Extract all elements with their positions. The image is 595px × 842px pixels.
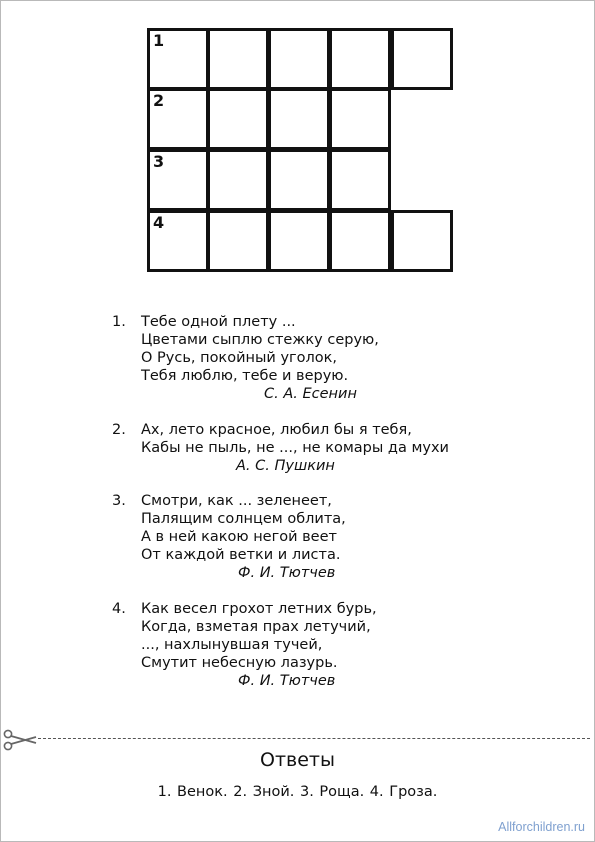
- answers-title: Ответы: [260, 749, 335, 771]
- clue-index: 2.: [112, 422, 126, 438]
- clue-number: 3: [153, 152, 165, 171]
- crossword-cell[interactable]: [391, 28, 453, 90]
- crossword-cell[interactable]: [147, 210, 209, 272]
- crossword-cell[interactable]: [207, 28, 269, 90]
- crossword-cell[interactable]: [207, 149, 269, 211]
- crossword-cell[interactable]: [147, 149, 209, 211]
- poem-author: А. С. Пушкин: [236, 458, 335, 474]
- cut-line: [38, 738, 590, 739]
- crossword-cell[interactable]: [329, 149, 391, 211]
- poem-line: А в ней какою негой веет: [141, 529, 337, 545]
- answers-text: 1. Венок. 2. Зной. 3. Роща. 4. Гроза.: [157, 784, 438, 800]
- crossword-cell[interactable]: [268, 88, 330, 150]
- poem-line: Ах, лето красное, любил бы я тебя,: [141, 422, 412, 438]
- poem-line: От каждой ветки и листа.: [141, 547, 341, 563]
- poem-line: Цветами сыплю стежку серую,: [141, 332, 379, 348]
- poem-line: Смотри, как ... зеленеет,: [141, 493, 332, 509]
- crossword-cell[interactable]: [147, 88, 209, 150]
- crossword-cell[interactable]: [268, 28, 330, 90]
- poem-line: Палящим солнцем облита,: [141, 511, 346, 527]
- clue-number: 2: [153, 91, 165, 110]
- clue-index: 3.: [112, 493, 126, 509]
- crossword-cell[interactable]: [268, 149, 330, 211]
- crossword-cell[interactable]: [147, 28, 209, 90]
- poem-line: Тебе одной плету ...: [141, 314, 296, 330]
- crossword-cell[interactable]: [268, 210, 330, 272]
- poem-author: Ф. И. Тютчев: [238, 673, 336, 689]
- clue-number: 1: [153, 31, 165, 50]
- poem-line: ..., нахлынувшая тучей,: [141, 637, 323, 653]
- poem-line: Смутит небесную лазурь.: [141, 655, 338, 671]
- crossword-cell[interactable]: [207, 210, 269, 272]
- crossword-cell[interactable]: [207, 88, 269, 150]
- poem-line: Когда, взметая прах летучий,: [141, 619, 371, 635]
- site-watermark: Allforchildren.ru: [498, 820, 585, 834]
- poem-line: Как весел грохот летних бурь,: [141, 601, 377, 617]
- clue-index: 4.: [112, 601, 126, 617]
- crossword-grid: [0, 0, 595, 300]
- poem-author: Ф. И. Тютчев: [238, 565, 336, 581]
- poem-author: С. А. Есенин: [264, 386, 357, 402]
- crossword-cell[interactable]: [329, 210, 391, 272]
- poem-line: Кабы не пыль, не ..., не комары да мухи: [141, 440, 449, 456]
- crossword-cell[interactable]: [391, 210, 453, 272]
- clue-index: 1.: [112, 314, 126, 330]
- clue-number: 4: [153, 213, 165, 232]
- crossword-cell[interactable]: [329, 88, 391, 150]
- poem-line: Тебя люблю, тебе и верую.: [141, 368, 349, 384]
- crossword-cell[interactable]: [329, 28, 391, 90]
- poem-line: О Русь, покойный уголок,: [141, 350, 338, 366]
